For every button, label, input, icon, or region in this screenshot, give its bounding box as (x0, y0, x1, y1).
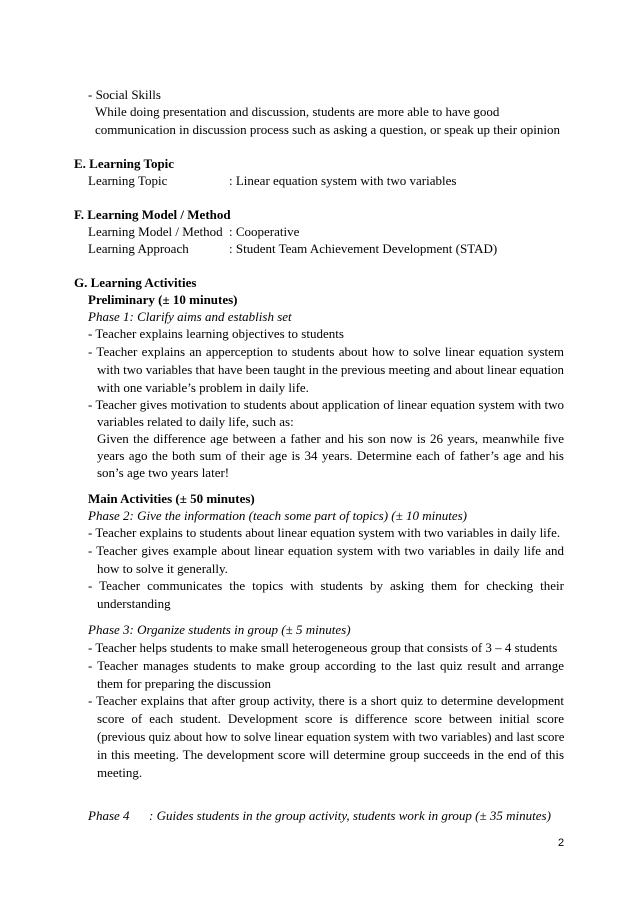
phase-2-line: - Teacher gives example about linear equation system with two variables in daily life and (88, 543, 564, 558)
phase-3-line: score of each student. Development score is difference score between initial score (97, 711, 564, 726)
phase-3-line: in this meeting. The development score will determine group succeeds in the end of this (97, 747, 564, 762)
phase-1-line: Given the difference age between a father and his son now is 26 years, meanwhile five (97, 431, 564, 446)
phase-4-text: : Guides students in the group activity, students work in group (± 35 minutes) (149, 808, 551, 823)
learning-model-row (88, 224, 299, 240)
phase-3-line: - Teacher helps students to make small heterogeneous group that consists of 3 – 4 students (88, 640, 558, 655)
learning-model-label: Learning Model / Method (88, 224, 223, 239)
social-skills-line-2: communication in discussion process such as asking a question, or speak up their opinion (95, 122, 561, 137)
phase-1-line: son’s age two years later! (97, 465, 230, 480)
phase-3-line: them for preparing the discussion (97, 676, 272, 691)
phase-2-heading: Phase 2: Give the information (teach some part of topics) (± 10 minutes) (88, 508, 468, 523)
phase-3-line: (previous quiz about how to solve linear equation system with two variables) and last score (97, 729, 565, 744)
section-f-heading: F. Learning Model / Method (74, 207, 231, 222)
phase-3-line: - Teacher explains that after group activity, there is a short quiz to determine development (88, 693, 564, 708)
phase-3-heading: Phase 3: Organize students in group (± 5 minutes) (88, 622, 351, 637)
page-number: 2 (558, 837, 565, 849)
phase-1-line: - Teacher gives motivation to students about application of linear equation system with two (88, 397, 564, 412)
phase-3-line: meeting. (97, 765, 143, 780)
learning-topic-row (88, 173, 456, 189)
phase-1-line: - Teacher explains learning objectives to students (88, 326, 344, 341)
phase-2-line: - Teacher explains to students about linear equation system with two variables in daily life. (88, 525, 561, 540)
phase-4-label: Phase 4 (88, 808, 130, 823)
phase-1-line: with one variable’s problem in daily life. (97, 380, 309, 395)
learning-approach-value: : Student Team Achievement Development (STAD) (229, 241, 498, 256)
phase-2-line: - Teacher communicates the topics with students by asking them for checking their (88, 578, 564, 593)
section-g-heading: G. Learning Activities (74, 275, 197, 290)
phase-1-line: - Teacher explains an apperception to students about how to solve linear equation system (88, 344, 564, 359)
main-activities-heading: Main Activities (± 50 minutes) (88, 491, 255, 506)
learning-approach-row (88, 241, 497, 257)
social-skills-line-1: While doing presentation and discussion, students are more able to have good (95, 104, 500, 119)
phase-2-line: understanding (97, 596, 171, 611)
social-skills-heading: - Social Skills (88, 87, 161, 102)
learning-topic-value: : Linear equation system with two variables (229, 173, 457, 188)
phase-1-heading: Phase 1: Clarify aims and establish set (88, 309, 292, 324)
preliminary-heading: Preliminary (± 10 minutes) (88, 292, 238, 307)
phase-1-line: with two variables that have been taught in the previous meeting and about linear equation (97, 362, 564, 377)
learning-model-value: : Cooperative (229, 224, 300, 239)
phase-2-line: how to solve it generally. (97, 561, 228, 576)
learning-approach-label: Learning Approach (88, 241, 189, 256)
phase-3-line: - Teacher manages students to make group according to the last quiz result and arrange (88, 658, 564, 673)
phase-1-line: variables related to daily life, such as: (97, 414, 294, 429)
phase-1-line: years ago the both sum of their age is 34 years. Determine each of father’s age and his (97, 448, 564, 463)
learning-topic-label: Learning Topic (88, 173, 168, 188)
section-e-heading: E. Learning Topic (74, 156, 175, 171)
